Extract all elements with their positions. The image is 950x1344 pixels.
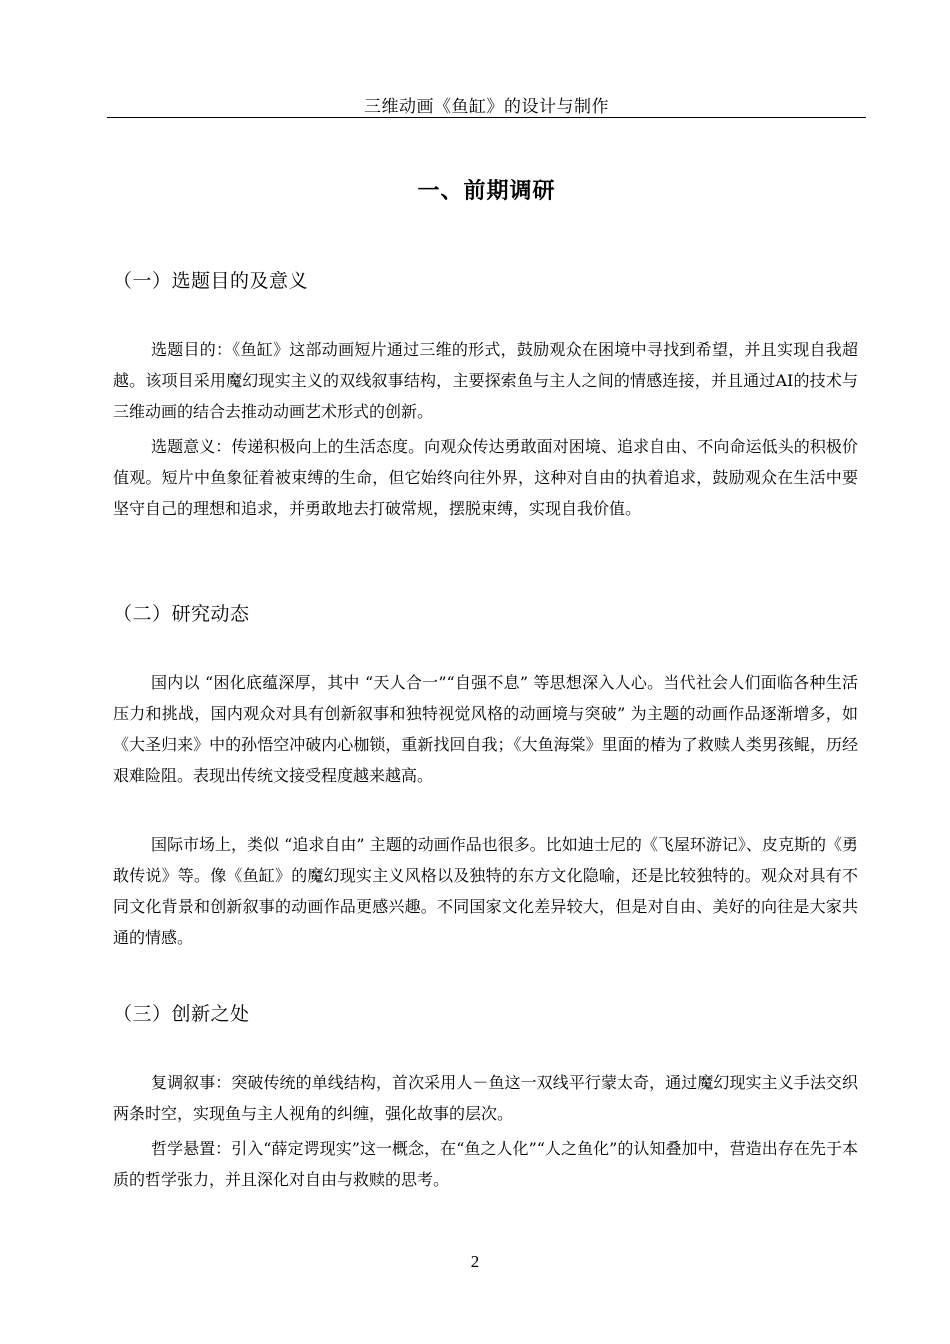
- paragraph-international: 国际市场上，类似 “追求自由” 主题的动画作品也很多。比如迪士尼的《飞屋环游记》、皮克斯的《勇敢传说》等。像《鱼缸》的魔幻现实主义风格以及独特的东方文化隐喻，还是比较独特的。观众对具有不同文化背景和创新叙事的动画作品更感兴趣。不同国家文化差异较大，但是对自由、美好的向往是大家共通的情感。: [113, 835, 858, 947]
- paragraph-polyphonic: 复调叙事：突破传统的单线结构，首次采用人－鱼这一双线平行蒙太奇，通过魔幻现实主义手法交织两条时空，实现鱼与主人视角的纠缠，强化故事的层次。: [113, 1073, 858, 1123]
- paragraph-philosophy: 哲学悬置：引入“薛定谔现实”这一概念，在“鱼之人化”“人之鱼化”的认知叠加中，营造出存在先于本质的哲学张力，并且深化对自由与救赎的思考。: [113, 1139, 858, 1189]
- running-header: 三维动画《鱼缸》的设计与制作: [364, 97, 609, 117]
- header-rule: [107, 117, 866, 118]
- paragraph-purpose: 选题目的：《鱼缸》这部动画短片通过三维的形式，鼓励观众在困境中寻找到希望，并且实现自我超越。该项目采用魔幻现实主义的双线叙事结构，主要探索鱼与主人之间的情感连接，并且通过AI的技术与三维动画的结合去推动动画艺术形式的创新。: [113, 340, 858, 421]
- page-number: 2: [470, 1252, 480, 1271]
- paragraph-significance: 选题意义：传递积极向上的生活态度。向观众传达勇敢面对困境、追求自由、不向命运低头的积极价值观。短片中鱼象征着被束缚的生命，但它始终向往外界，这种对自由的执着追求，鼓励观众在生活中要坚守自己的理想和追求，并勇敢地去打破常规，摆脱束缚，实现自我价值。: [113, 437, 858, 518]
- paragraph-domestic: 国内以 “困化底蕴深厚，其中 “天人合一”“自强不息” 等思想深入人心。当代社会人们面临各种生活压力和挑战，国内观众对具有创新叙事和独特视觉风格的动画境与突破” 为主题的动画作品逐渐增多，如《大圣归来》中的孙悟空冲破内心枷锁，重新找回自我；《大鱼海棠》里面的椿为了救赎人类男孩鲲，历经艰难险阻。表现出传统文接受程度越来越高。: [113, 673, 858, 785]
- chapter-title: 一、前期调研: [417, 179, 556, 204]
- section-heading-research: （二）研究动态: [113, 603, 250, 625]
- section-heading-purpose: （一）选题目的及意义: [113, 270, 309, 292]
- section-heading-innovation: （三）创新之处: [113, 1003, 250, 1025]
